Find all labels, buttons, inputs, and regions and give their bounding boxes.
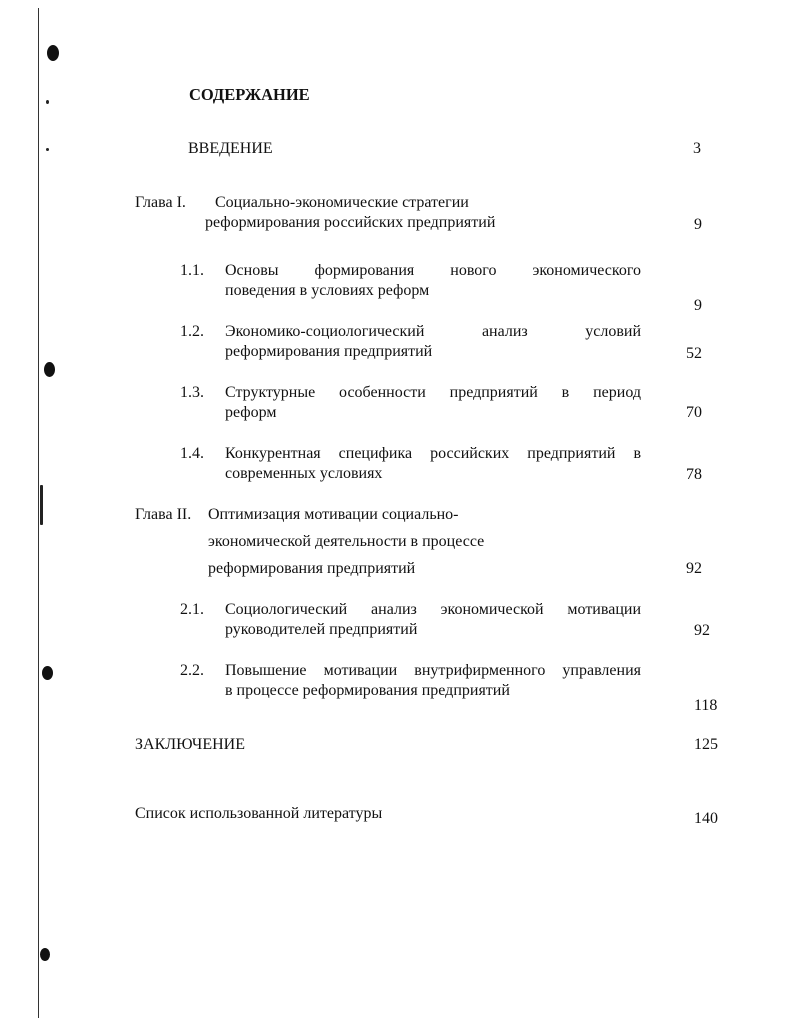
chapter1-page: 9 — [694, 216, 702, 233]
toc-intro-page: 3 — [693, 140, 701, 157]
chapter2-page: 92 — [686, 560, 702, 577]
section-number: 1.1. — [180, 262, 204, 279]
toc-heading: СОДЕРЖАНИЕ — [189, 85, 310, 104]
section-number: 2.1. — [180, 601, 204, 618]
chapter2-number: Глава II. — [135, 506, 192, 523]
section-title-line1: Структурные особенности предприятий в период — [225, 384, 641, 401]
section-page: 9 — [694, 297, 702, 314]
toc-intro-label: ВВЕДЕНИЕ — [188, 140, 273, 157]
chapter2-title-line1: Оптимизация мотивации социально- — [208, 506, 459, 523]
toc-bibliography-label: Список использованной литературы — [135, 805, 383, 822]
section-title-line2: поведения в условиях реформ — [225, 282, 430, 299]
chapter1-title-line2: реформирования российских предприятий — [205, 214, 496, 231]
toc-conclusion-label: ЗАКЛЮЧЕНИЕ — [135, 736, 245, 753]
section-page: 70 — [686, 404, 702, 421]
section-title-line2: реформ — [225, 404, 277, 421]
punch-hole-mark — [44, 362, 55, 377]
punch-hole-mark — [42, 666, 53, 680]
toc-conclusion-page: 125 — [694, 736, 718, 753]
scan-speck — [46, 148, 49, 151]
section-number: 2.2. — [180, 662, 204, 679]
section-title-line1: Повышение мотивации внутрифирменного управления — [225, 662, 641, 679]
scan-speck — [40, 485, 43, 525]
chapter2-title-line3: реформирования предприятий — [208, 560, 416, 577]
section-page: 92 — [694, 622, 710, 639]
toc-bibliography-page: 140 — [694, 810, 718, 827]
chapter1-number: Глава I. — [135, 194, 186, 211]
section-title-line1: Основы формирования нового экономического — [225, 262, 641, 279]
section-page: 78 — [686, 466, 702, 483]
section-number: 1.2. — [180, 323, 204, 340]
section-number: 1.3. — [180, 384, 204, 401]
scan-speck — [46, 100, 49, 104]
section-page: 118 — [694, 697, 718, 714]
section-title-line2: руководителей предприятий — [225, 621, 418, 638]
section-title-line1: Социологический анализ экономической мотивации — [225, 601, 641, 618]
chapter2-title-line2: экономической деятельности в процессе — [208, 533, 485, 550]
punch-hole-mark — [47, 45, 59, 61]
chapter1-title-line1: Социально-экономические стратегии — [215, 194, 469, 211]
section-title-line1: Конкурентная специфика российских предприятий в — [225, 445, 641, 462]
binding-edge-line — [38, 8, 39, 1018]
section-number: 1.4. — [180, 445, 204, 462]
punch-hole-mark — [40, 948, 50, 961]
section-title-line2: в процессе реформирования предприятий — [225, 682, 510, 699]
section-title-line1: Экономико-социологический анализ условий — [225, 323, 641, 340]
section-title-line2: реформирования предприятий — [225, 343, 433, 360]
section-page: 52 — [686, 345, 702, 362]
section-title-line2: современных условиях — [225, 465, 383, 482]
